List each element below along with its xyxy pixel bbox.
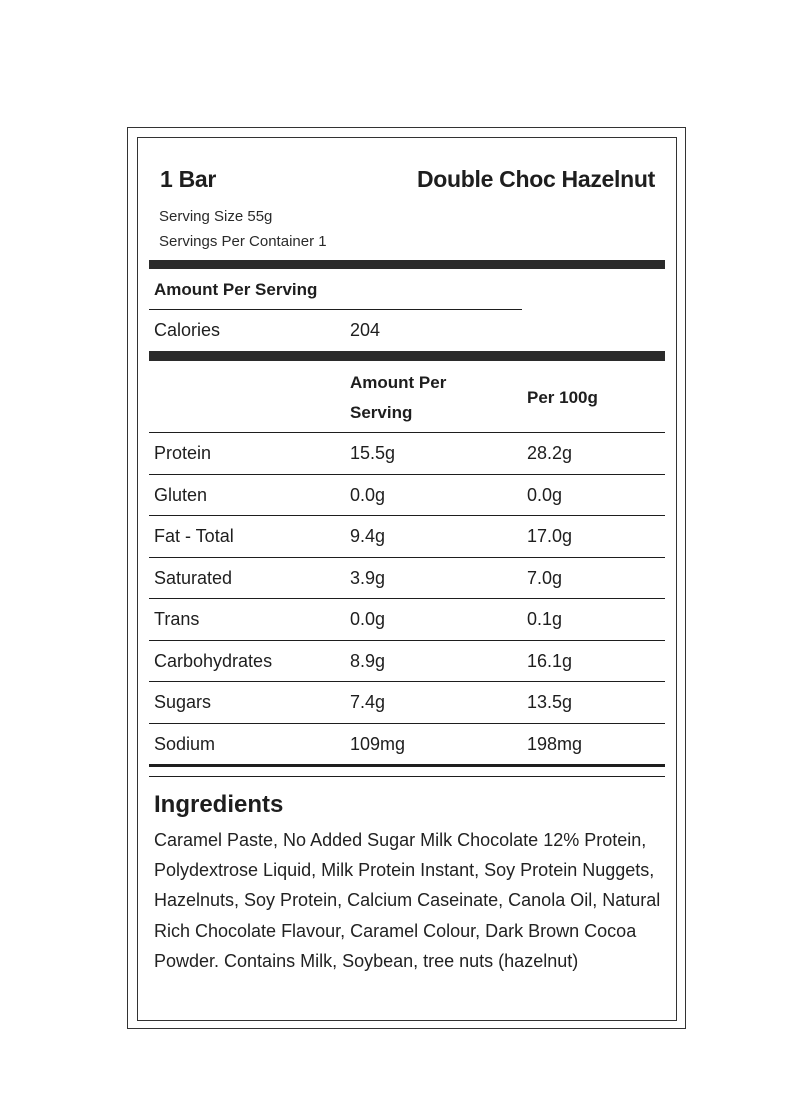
table-row-divider [149,515,665,516]
servings-per-container: Servings Per Container 1 [159,233,327,250]
serving-size: Serving Size 55g [159,208,273,225]
nutrient-name: Gluten [154,484,208,505]
double-divider-bottom [149,776,665,777]
nutrient-per-serving: 15.5g [350,443,396,463]
short-divider [149,309,522,310]
table-row-divider [149,474,665,475]
nutrient-per-100g: 28.2g [527,443,573,463]
product-name: Double Choc Hazelnut [416,166,655,192]
nutrient-per-100g: 7.0g [527,567,563,588]
col-header-serving-line2: Serving [350,403,413,422]
calories-label: Calories [154,320,221,340]
nutrient-per-serving: 8.9g [350,650,386,671]
nutrient-per-100g: 16.1g [527,650,573,671]
table-row-divider [149,557,665,558]
table-row-divider [149,640,665,641]
table-row-divider [149,723,665,724]
nutrient-per-100g: 198mg [527,733,583,754]
nutrient-name: Saturated [154,567,233,588]
nutrient-per-serving: 0.0g [350,484,386,505]
nutrient-name: Fat - Total [154,526,234,546]
nutrient-per-100g: 17.0g [527,526,573,546]
ingredients-text: Caramel Paste, No Added Sugar Milk Chocolate 12% Protein, Polydextrose Liquid, Milk Protein Instant, Soy Protein Nuggets, Hazelnuts, Soy Protein, Calcium Caseinate, Canola Oil, Natural Rich Chocolate Flavour, Caramel Colour, Dark Brown Cocoa Powder. Contains Milk, Soybean, tree nuts (hazelnut) [154,830,661,971]
nutrient-name: Carbohydrates [154,650,273,671]
nutrient-per-serving: 7.4g [350,692,386,712]
calories-value: 204 [350,320,381,340]
nutrient-per-100g: 0.1g [527,609,563,629]
nutrient-per-100g: 0.0g [527,484,563,505]
nutrient-name: Protein [154,443,212,463]
amount-per-serving-header: Amount Per Serving [154,280,318,299]
table-header-divider [149,432,665,433]
nutrient-name: Trans [154,609,200,629]
nutrient-per-100g: 13.5g [527,692,573,712]
thick-divider-top [149,260,665,269]
nutrient-per-serving: 0.0g [350,609,386,629]
thick-divider-middle [149,351,665,361]
nutrient-per-serving: 3.9g [350,567,386,588]
table-row-divider [149,598,665,599]
col-header-per-100g: Per 100g [527,388,598,407]
col-header-serving-line1: Amount Per [350,373,447,392]
ingredients-title: Ingredients [154,791,284,818]
nutrient-name: Sodium [154,733,216,754]
double-divider-top [149,764,665,767]
table-row-divider [149,681,665,682]
nutrient-per-serving: 109mg [350,733,406,754]
serving-name: 1 Bar [160,166,217,192]
nutrient-per-serving: 9.4g [350,526,386,546]
nutrient-name: Sugars [154,692,212,712]
